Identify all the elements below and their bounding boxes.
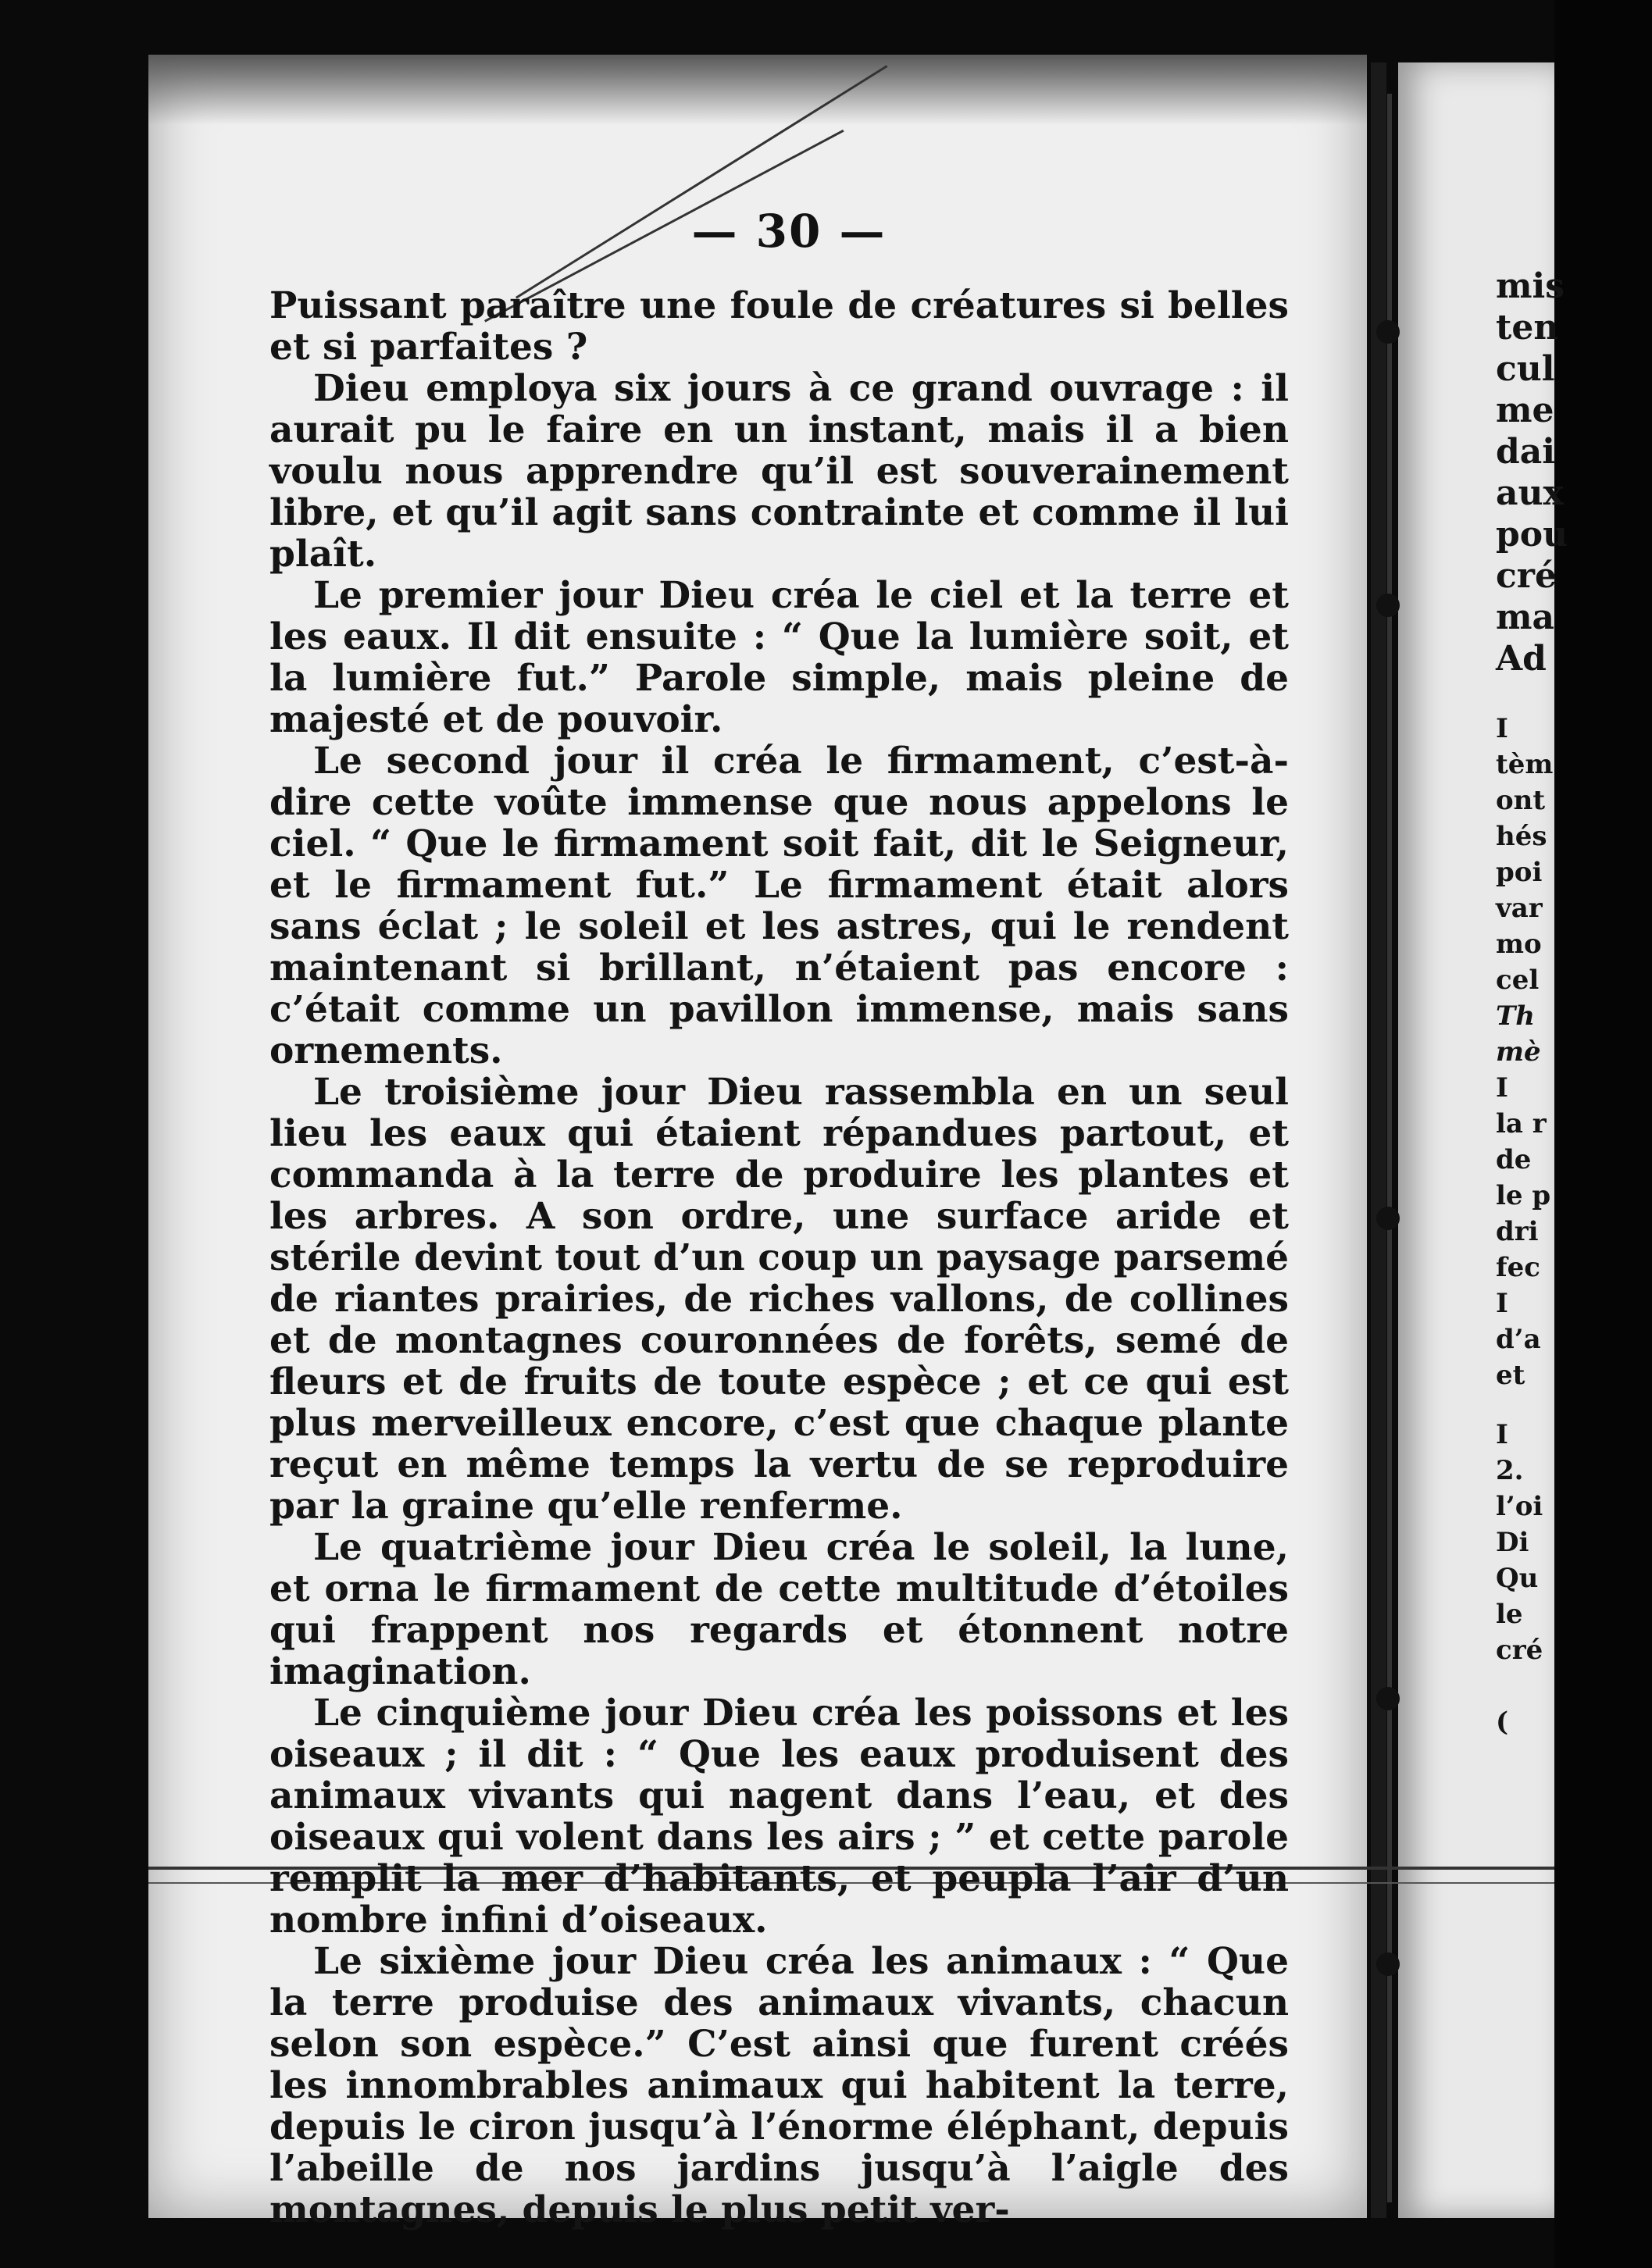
paragraph: Puissant paraître une foule de créatures si belles et si parfaites ? — [269, 284, 1289, 369]
facing-line: I — [1496, 713, 1508, 744]
facing-line: I — [1496, 1072, 1508, 1104]
facing-line: de — [1496, 1144, 1532, 1175]
facing-line: et — [1496, 1360, 1525, 1391]
paragraph: Le quatrième jour Dieu créa le soleil, la lune, et orna le firmament de cette multitude d’étoiles qui frappent nos regards et étonnent notre imagination. — [269, 1526, 1289, 1693]
facing-line: mis — [1496, 266, 1565, 306]
paragraph: Le second jour il créa le firmament, c’est-à-dire cette voûte immense que nous appelons le ciel. “ Que le firmament soit fait, dit le Seigneur, et le firmament fut.” Le firmament était alors sans éclat ; le soleil et les astres, qui le rendent maintenant si brillant, n’étaient pas encore : c’était comme un pavillon immense, mais sans ornements. — [269, 740, 1289, 1072]
facing-line — [1496, 1668, 1652, 1704]
facing-line: hés — [1496, 821, 1547, 852]
body-text — [269, 285, 1289, 2231]
facing-line: dri — [1496, 1216, 1539, 1247]
facing-line: Th — [1496, 1000, 1536, 1032]
binding-mark — [1376, 320, 1400, 344]
facing-line: la r — [1496, 1108, 1547, 1139]
facing-page-text — [1496, 266, 1652, 1740]
facing-line: cré — [1496, 556, 1557, 596]
facing-line: ten — [1496, 308, 1559, 348]
facing-line: cré — [1496, 1635, 1543, 1666]
facing-line: d’a — [1496, 1324, 1541, 1355]
page-number: — 30 — — [691, 205, 887, 258]
facing-line: ( — [1496, 1706, 1509, 1738]
facing-line: 2. — [1496, 1455, 1524, 1486]
binding-mark — [1376, 1207, 1400, 1230]
gutter-line — [1387, 94, 1392, 2202]
facing-line: ma — [1496, 597, 1555, 637]
facing-line: cul — [1496, 349, 1555, 389]
facing-line: I — [1496, 1419, 1508, 1450]
facing-line: le — [1496, 1599, 1523, 1630]
facing-line: ont — [1496, 785, 1546, 816]
facing-line: dai — [1496, 432, 1555, 472]
binding-mark — [1376, 1952, 1400, 1976]
paragraph: Le sixième jour Dieu créa les animaux : “ Que la terre produise des animaux vivants, chacun selon son espèce.” C’est ainsi que furent créés les innombrables animaux qui habitent la terre, depuis le ciron jusqu’à l’énorme éléphant, depuis l’abeille de nos jardins jusqu’à l’aigle des montagnes, depuis le plus petit ver- — [269, 1940, 1289, 2231]
facing-line: pou — [1496, 515, 1568, 555]
facing-line: I — [1496, 1288, 1508, 1319]
binding-mark — [1376, 594, 1400, 617]
paragraph: Le premier jour Dieu créa le ciel et la terre et les eaux. Il dit ensuite : “ Que la lumière soit, et la lumière fut.” Parole simple, mais pleine de majesté et de pouvoir. — [269, 574, 1289, 741]
facing-line: mè — [1496, 1036, 1541, 1068]
facing-line: me — [1496, 390, 1554, 430]
facing-line: l’oi — [1496, 1491, 1543, 1522]
facing-line: poi — [1496, 857, 1543, 888]
facing-line: aux — [1496, 473, 1564, 513]
page-top-edge — [148, 55, 1367, 125]
facing-line: mo — [1496, 929, 1542, 960]
facing-line: Di — [1496, 1527, 1529, 1558]
page-gutter — [1371, 62, 1386, 2218]
binding-mark — [1376, 1687, 1400, 1710]
facing-line: var — [1496, 893, 1543, 924]
facing-line: cel — [1496, 965, 1540, 996]
paragraph: Le cinquième jour Dieu créa les poissons et les oiseaux ; il dit : “ Que les eaux produisent des animaux vivants qui nagent dans l’eau, et des oiseaux qui volent dans les airs ; ” et cette parole remplit la mer d’habitants, et peupla l’air d’un nombre infini d’oiseaux. — [269, 1692, 1289, 1942]
paragraph: Dieu employa six jours à ce grand ouvrage : il aurait pu le faire en un instant, mais il a bien voulu nous apprendre qu’il est souverainement libre, et qu’il agit sans contrainte et comme il lui plaît. — [269, 367, 1289, 576]
facing-line: Ad — [1496, 639, 1547, 679]
facing-line: le p — [1496, 1180, 1551, 1211]
paragraph: Le troisième jour Dieu rassembla en un seul lieu les eaux qui étaient répandues partout, et commanda à la terre de produire les plantes et les arbres. A son ordre, une surface aride et stérile devint tout d’un coup un paysage parsemé de riantes prairies, de riches vallons, de collines et de montagnes couronnées de forêts, semé de fleurs et de fruits de toute espèce ; et ce qui est plus merveilleux encore, c’est que chaque plante reçut en même temps la vertu de se reproduire par la graine qu’elle renferme. — [269, 1071, 1289, 1528]
facing-line: fec — [1496, 1252, 1540, 1283]
facing-line: Qu — [1496, 1563, 1539, 1594]
facing-line: tèm — [1496, 749, 1554, 780]
